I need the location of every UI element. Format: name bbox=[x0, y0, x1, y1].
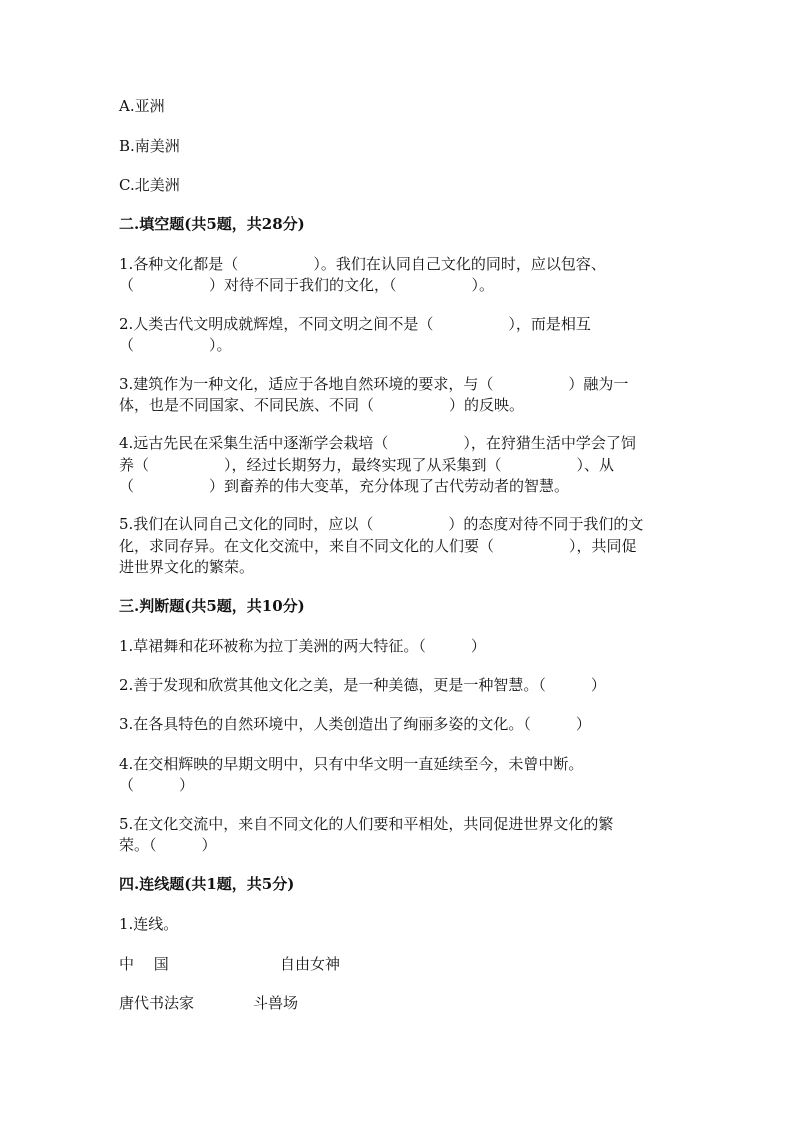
fill-q5-line3: 进世界文化的繁荣。 bbox=[119, 558, 255, 576]
option-c: C.北美洲 bbox=[119, 176, 180, 194]
fill-q1-line1: 1.各种文化都是（ ）。我们在认同自己文化的同时，应以包容、 bbox=[119, 255, 606, 273]
match-instruction: 1.连线。 bbox=[119, 915, 179, 933]
section-heading-fill-blank: 二.填空题(共5题，共28分) bbox=[119, 215, 305, 233]
judge-q5-line1: 5.在文化交流中，来自不同文化的人们要和平相处，共同促进世界文化的繁 bbox=[119, 815, 614, 833]
fill-q5-line2: 化，求同存异。在文化交流中，来自不同文化的人们要（ ），共同促 bbox=[119, 537, 637, 555]
option-a: A.亚洲 bbox=[119, 97, 165, 115]
fill-q5-line1: 5.我们在认同自己文化的同时，应以（ ）的态度对待不同于我们的文 bbox=[119, 515, 644, 533]
judge-q2: 2.善于发现和欣赏其他文化之美，是一种美德，更是一种智慧。（ ） bbox=[119, 676, 606, 694]
fill-q3-line1: 3.建筑作为一种文化，适应于各地自然环境的要求，与（ ）融为一 bbox=[119, 375, 629, 393]
match-left-item[interactable]: 中 国 bbox=[119, 955, 169, 973]
fill-q1-line2: （ ）对待不同于我们的文化，（ ）。 bbox=[119, 276, 495, 294]
judge-q4-line2: （ ） bbox=[119, 776, 195, 794]
judge-q3: 3.在各具特色的自然环境中，人类创造出了绚丽多姿的文化。（ ） bbox=[119, 715, 591, 733]
fill-q4-line3: （ ）到畜养的伟大变革，充分体现了古代劳动者的智慧。 bbox=[119, 477, 570, 495]
judge-q4-line1: 4.在交相辉映的早期文明中，只有中华文明一直延续至今，未曾中断。 bbox=[119, 755, 584, 773]
section-heading-judge: 三.判断题(共5题，共10分) bbox=[119, 597, 305, 615]
fill-q2-line1: 2.人类古代文明成就辉煌，不同文明之间不是（ ），而是相互 bbox=[119, 315, 591, 333]
fill-q4-line1: 4.远古先民在采集生活中逐渐学会栽培（ ），在狩猎生活中学会了饲 bbox=[119, 434, 636, 452]
judge-q5-line2: 荣。（ ） bbox=[119, 836, 217, 854]
match-right-item[interactable]: 斗兽场 bbox=[253, 994, 299, 1012]
fill-q2-line2: （ ）。 bbox=[119, 336, 232, 354]
fill-q4-line2: 养（ ），经过长期努力，最终实现了从采集到（ ）、从 bbox=[119, 456, 615, 474]
judge-q1: 1.草裙舞和花环被称为拉丁美洲的两大特征。（ ） bbox=[119, 637, 486, 655]
section-heading-match: 四.连线题(共1题，共5分) bbox=[119, 875, 295, 893]
match-left-item[interactable]: 唐代书法家 bbox=[119, 994, 195, 1012]
option-b: B.南美洲 bbox=[119, 137, 180, 155]
fill-q3-line2: 体，也是不同国家、不同民族、不同（ ）的反映。 bbox=[119, 396, 525, 414]
match-right-item[interactable]: 自由女神 bbox=[280, 955, 341, 973]
